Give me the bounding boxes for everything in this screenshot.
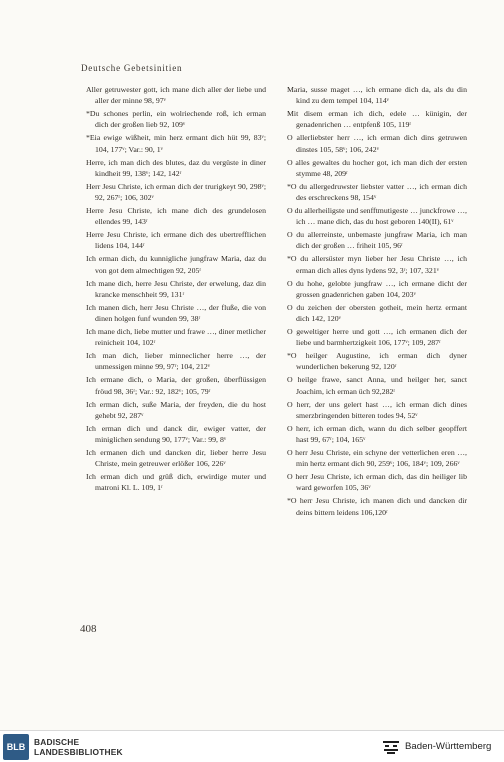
index-entry: O herr Jesu Christe, ich erman dich, das din heiliger lib ward geworfen 105, 36ᵛ (287, 472, 467, 493)
right-column (287, 84, 467, 520)
index-entry: *O herr Jesu Christe, ich manen dich und dancken dir deins bittern leidens 106,120ʳ (287, 496, 467, 517)
index-entry: O du hohe, gelobte jungfraw …, ich ermane dicht der grossen gnadenrichen gaben 104, 203ᵛ (287, 278, 467, 299)
index-entry: Ich mane dich, liebe mutter und frawe …, diner metlicher reinicheit 104, 102ʳ (86, 327, 266, 348)
index-entry: O heilge frawe, sanct Anna, und heilger her, sanct Joachim, ich erman üch 92,282ʳ (287, 375, 467, 396)
index-entry: Ich manen dich, herr Jesu Christe …, der fluße, die von dinen holgen funf wunden 99, 38ʳ (86, 302, 266, 324)
left-column (86, 84, 266, 495)
index-entry: Herre, ich man dich des blutes, daz du vergüste in diner kindheit 99, 138ᵛ; 142, 142ʳ (86, 157, 266, 178)
index-entry: Herre Jesu Christe, ich ermane dich des ubertrefflichen lidens 104, 144ʳ (86, 230, 266, 251)
index-entry: *O heilger Augustine, ich erman dich dyner wunderlichen bekerung 92, 120ʳ (287, 351, 467, 372)
index-entry: Ich erman dich und grüß dich, erwirdige muter und matroni Kl. L. 109, 1ʳ (86, 472, 266, 493)
library-name-line2: LANDESBIBLIOTHEK (34, 746, 123, 757)
index-entry: O geweltiger herre und gott …, ich ermanen dich der liebe und barmhertzigkeit 106, 177ᵛ; 109, 287ʳ (287, 327, 467, 348)
index-entry: *Eia ewige wißheit, min herz ermant dich hüt 99, 83ᵛ; 104, 177ᵛ; Var.: 90, 1ᵛ (86, 133, 266, 154)
index-entry: O du allerheiligste und senfftmutigeste … junckfrowe …, ich … mane dich, das du host geboren 140(II), 61ᵛ (287, 206, 468, 227)
library-name[interactable] (34, 737, 123, 757)
index-entry: Herr Jesu Christe, ich erman dich der trurigkeyt 90, 298ᵛ; 92, 267ʳ; 106, 302ᵛ (86, 181, 266, 203)
index-entry: O herr, der uns gelert hast …, ich erman dich dines smerzbringenden bitteren todes 94, 52ᵛ (287, 399, 467, 420)
index-entry: O du zeichen der obersten gotheit, mein hertz ermant dich 142, 120ᵛ (287, 302, 467, 324)
index-entry: Ich erman dich und danck dir, ewiger vatter, der miniglichen sendung 90, 177ᵛ; Var.: 99, 8ᵛ (86, 423, 266, 445)
index-entry: O du allerreinste, unbemaste jungfraw Maria, ich man dich der großen … friheit 105, 96ʳ (287, 230, 467, 251)
coat-of-arms-icon[interactable] (382, 739, 400, 755)
index-entry: Maria, susse maget …, ich ermane dich da, als du din kind zu dem tempel 104, 114ᵛ (287, 85, 467, 106)
page-number: 408 (80, 623, 97, 635)
state-name[interactable]: Baden-Württemberg (405, 741, 492, 752)
index-entry: Ich ermanen dich und dancken dir, lieber herre Jesu Christe, mein getreuwer erlößer 106, 226ᵛ (86, 448, 266, 469)
index-entry: Ich mane dich, herre Jesu Christe, der erwelung, daz din krancke menschheit 99, 131ʳ (86, 278, 266, 299)
index-entry: *O du allergedruwster liebster vatter …, ich erman dich des erschreckens 98, 154ᵛ (287, 181, 467, 203)
index-entry: Aller getruwester gott, ich mane dich aller der liebe und aller der minne 98, 97ᵛ (86, 85, 266, 106)
footer-bar (0, 730, 504, 762)
index-entry: Mit disem erman ich dich, edele … künigin, der genadenrichen … entpfenß 105, 119ʳ (287, 109, 467, 130)
index-entry: Ich ermane dich, o Maria, der großen, überflüssigen fröud 98, 36ʳ; Var.: 92, 182ᵛ; 105, 79ʳ (86, 375, 266, 396)
index-entry: O herr Jesu Christe, ein schyne der vetterlichen eren …, min hertz ermant dich 90, 259ᵛ; 106, 184ᵛ; 109, 266ᵛ (287, 448, 467, 469)
index-entry: O alles gewaltes du hocher got, ich man dich der ersten stymme 48, 209ʳ (287, 157, 467, 178)
library-name-line1: BADISCHE (34, 736, 80, 747)
running-head: Deutsche Gebetsinitien (81, 63, 183, 73)
blb-logo-icon[interactable]: BLB (3, 734, 29, 760)
index-entry: O herr, ich erman dich, wann du dich selber geopffert hast 99, 67ʳ; 104, 165ᵛ (287, 423, 467, 445)
index-entry: Herre Jesu Christe, ich mane dich des grundelosen ellendes 99, 143ʳ (86, 206, 266, 227)
index-entry: *Du schones perlin, ein wolriechende roß, ich erman dich der großen lieb 92, 109ᵛ (86, 109, 266, 130)
index-entry: Ich erman dich, du kunnigliche jungfraw Maria, daz du von got dem almechtigen 92, 205ʳ (86, 254, 266, 275)
index-entry: Ich man dich, lieber minneclicher herre …, der unmessigen minne 99, 97ʳ; 104, 212ᵛ (86, 351, 266, 372)
index-entry: O allerliebster herr …, ich erman dich dins getruwen dinstes 105, 58ᵛ; 106, 242ᵛ (287, 133, 467, 154)
index-entry: *O du allersüster myn lieber her Jesu Christe …, ich erman dich alles dyns lydens 92, 3ʳ; 107, 321ᵛ (287, 254, 467, 275)
index-entry: Ich erman dich, suße Maria, der freyden, die du host gehebt 92, 287ᵛ (86, 399, 266, 420)
